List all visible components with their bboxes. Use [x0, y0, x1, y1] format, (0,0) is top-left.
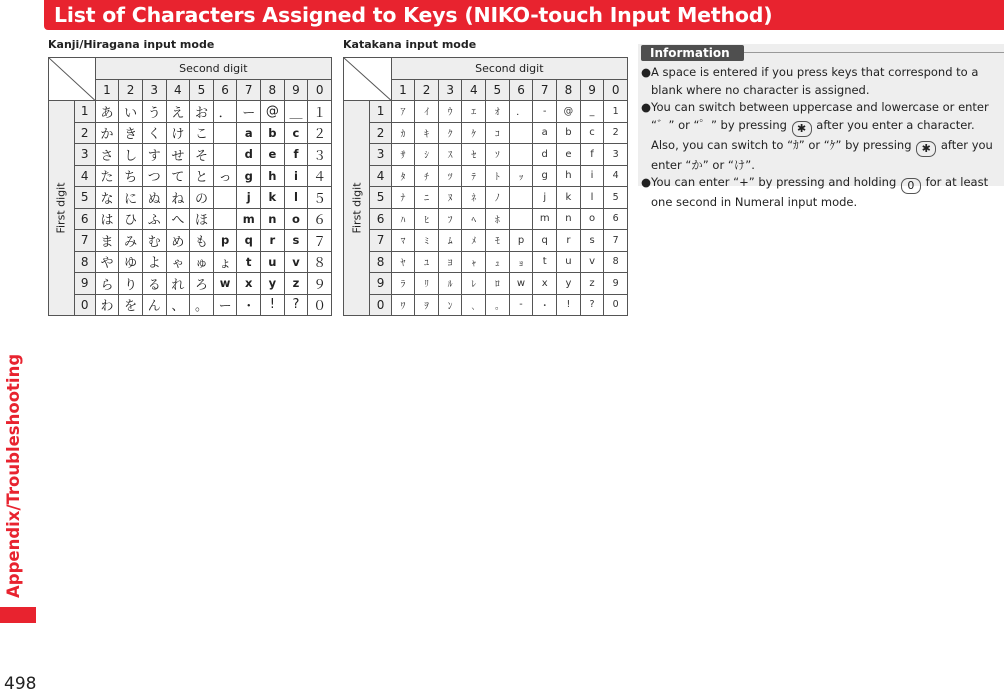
bullet-icon: ● — [641, 100, 652, 114]
table-cell: l — [580, 187, 604, 209]
table-cell: か — [95, 122, 119, 144]
table-cell — [509, 187, 533, 209]
table-cell — [213, 208, 237, 230]
table-cell: ５ — [308, 187, 332, 209]
table-cell: 3 — [604, 144, 628, 166]
column-header: 7 — [237, 79, 261, 101]
table-cell: せ — [166, 144, 190, 166]
table-cell: ﾀ — [391, 165, 415, 187]
table-cell: l — [284, 187, 308, 209]
info-item-text: You can enter “+” by pressing and holding — [651, 175, 897, 189]
table-cell: ﾇ — [438, 187, 462, 209]
table-cell: 5 — [604, 187, 628, 209]
table-cell: ｬ — [462, 251, 486, 273]
table-cell: c — [284, 122, 308, 144]
table-cell: b — [261, 122, 285, 144]
column-header: 8 — [557, 79, 581, 101]
table-cell: の — [190, 187, 214, 209]
table-cell: し — [119, 144, 143, 166]
table-cell: ん — [142, 294, 166, 316]
column-header: 4 — [166, 79, 190, 101]
row-header: 7 — [370, 230, 391, 252]
table-cell: e — [261, 144, 285, 166]
table-cell: る — [142, 273, 166, 295]
table-cell: そ — [190, 144, 214, 166]
table-cell: ﾛ — [486, 273, 510, 295]
table-cell: ﾌ — [438, 208, 462, 230]
bullet-icon: ● — [641, 65, 652, 79]
table-cell: ８ — [308, 251, 332, 273]
table-cell: f — [284, 144, 308, 166]
row-header: 9 — [370, 273, 391, 295]
table-cell: ? — [284, 294, 308, 316]
table-row — [344, 187, 628, 209]
table-cell: ほ — [190, 208, 214, 230]
table-cell — [509, 144, 533, 166]
side-tab-marker — [0, 607, 36, 623]
table-row — [49, 294, 332, 316]
table-cell: t — [237, 251, 261, 273]
column-header: 3 — [142, 79, 166, 101]
table-cell: a — [533, 122, 557, 144]
table-cell: m — [533, 208, 557, 230]
table-row — [49, 122, 332, 144]
column-header: 4 — [462, 79, 486, 101]
first-digit-label: First digit — [350, 182, 364, 234]
table-cell: ぬ — [142, 187, 166, 209]
table-cell: ﾕ — [415, 251, 439, 273]
table-cell: h — [557, 165, 581, 187]
table-cell: も — [190, 230, 214, 252]
table-cell: x — [237, 273, 261, 295]
column-header: 1 — [95, 79, 119, 101]
table-cell: ､ — [462, 294, 486, 316]
table-cell: ｹ — [462, 122, 486, 144]
table-cell: な — [95, 187, 119, 209]
table-cell: ｦ — [415, 294, 439, 316]
column-header: 8 — [261, 79, 285, 101]
table-cell: ｯ — [509, 165, 533, 187]
table-cell: ４ — [308, 165, 332, 187]
table-cell: 4 — [604, 165, 628, 187]
table-cell: ﾙ — [438, 273, 462, 295]
table-cell: 8 — [604, 251, 628, 273]
row-header: 5 — [370, 187, 391, 209]
table-cell: め — [166, 230, 190, 252]
column-header: 7 — [533, 79, 557, 101]
bullet-icon: ● — [641, 175, 652, 189]
column-header: 0 — [308, 79, 332, 101]
table-cell: ね — [166, 187, 190, 209]
table-cell: o — [284, 208, 308, 230]
table-cell: o — [580, 208, 604, 230]
table-cell: ﾃ — [462, 165, 486, 187]
table-cell: b — [557, 122, 581, 144]
table-cell: よ — [142, 251, 166, 273]
table-cell: 6 — [604, 208, 628, 230]
table-row — [344, 122, 628, 144]
table-cell: い — [119, 101, 143, 123]
table-cell: s — [580, 230, 604, 252]
table-cell: d — [533, 144, 557, 166]
table-cell: っ — [213, 165, 237, 187]
table-cell: ゃ — [166, 251, 190, 273]
table-cell: ー — [237, 101, 261, 123]
table-cell: ー — [213, 294, 237, 316]
table-cell: ｿ — [486, 144, 510, 166]
table-cell: む — [142, 230, 166, 252]
table-cell: わ — [95, 294, 119, 316]
table-row — [344, 165, 628, 187]
table-cell: ﾖ — [438, 251, 462, 273]
info-item-text: for at least one second in Numeral input mode. — [651, 175, 989, 209]
table-cell: ﾝ — [438, 294, 462, 316]
table-cell: r — [261, 230, 285, 252]
katakana-mode-title: Katakana input mode — [343, 38, 477, 51]
table-cell: g — [533, 165, 557, 187]
table-cell: z — [284, 273, 308, 295]
table-cell: こ — [190, 122, 214, 144]
table-cell: q — [533, 230, 557, 252]
table-cell: j — [533, 187, 557, 209]
table-cell: @ — [261, 101, 285, 123]
table-cell: c — [580, 122, 604, 144]
table-row — [49, 208, 332, 230]
table-row — [344, 101, 628, 123]
table-cell: ６ — [308, 208, 332, 230]
info-item-text: You can switch between uppercase and lowercase or enter “゛” or “゜” by pressing — [651, 100, 989, 132]
table-cell: k — [261, 187, 285, 209]
table-cell: ｭ — [486, 251, 510, 273]
column-header: 0 — [604, 79, 628, 101]
row-header: 3 — [74, 144, 95, 166]
table-cell: v — [580, 251, 604, 273]
table-cell: d — [237, 144, 261, 166]
table-cell: p — [509, 230, 533, 252]
table-corner — [49, 58, 96, 101]
table-cell: p — [213, 230, 237, 252]
row-header: 2 — [74, 122, 95, 144]
row-header: 8 — [74, 251, 95, 273]
table-cell: z — [580, 273, 604, 295]
table-cell: り — [119, 273, 143, 295]
table-cell: ｻ — [391, 144, 415, 166]
column-header: 2 — [415, 79, 439, 101]
first-digit-label: First digit — [54, 182, 68, 234]
table-cell: ゆ — [119, 251, 143, 273]
table-cell: ｲ — [415, 101, 439, 123]
table-cell: 。 — [190, 294, 214, 316]
table-corner — [344, 58, 392, 101]
table-cell: ﾊ — [391, 208, 415, 230]
column-header: 9 — [284, 79, 308, 101]
hiragana-table — [48, 57, 332, 316]
table-cell: y — [261, 273, 285, 295]
table-cell: て — [166, 165, 190, 187]
table-cell: つ — [142, 165, 166, 187]
table-cell: r — [557, 230, 581, 252]
table-cell: ｺ — [486, 122, 510, 144]
table-cell: ! — [557, 294, 581, 316]
table-cell: お — [190, 101, 214, 123]
table-cell — [509, 122, 533, 144]
table-row — [49, 101, 332, 123]
table-cell: ｴ — [462, 101, 486, 123]
table-cell: ゅ — [190, 251, 214, 273]
table-cell — [213, 144, 237, 166]
table-cell: み — [119, 230, 143, 252]
row-header: 2 — [370, 122, 391, 144]
table-cell: け — [166, 122, 190, 144]
table-cell: ７ — [308, 230, 332, 252]
table-cell: u — [261, 251, 285, 273]
info-item-text: after you enter “か” or “け”. — [651, 137, 993, 172]
table-cell: n — [557, 208, 581, 230]
table-row — [49, 144, 332, 166]
star-key-icon: ✱ — [792, 121, 812, 137]
row-header: 4 — [370, 165, 391, 187]
table-cell: ﾗ — [391, 273, 415, 295]
column-header: 6 — [213, 79, 237, 101]
table-cell: は — [95, 208, 119, 230]
table-cell: ろ — [190, 273, 214, 295]
row-header: 8 — [370, 251, 391, 273]
row-header: 6 — [370, 208, 391, 230]
table-cell: w — [509, 273, 533, 295]
column-header: 5 — [486, 79, 510, 101]
information-list — [641, 64, 1001, 212]
table-cell: た — [95, 165, 119, 187]
table-cell: ふ — [142, 208, 166, 230]
table-cell: ち — [119, 165, 143, 187]
table-cell: x — [533, 273, 557, 295]
table-row — [344, 144, 628, 166]
row-header: 4 — [74, 165, 95, 187]
table-cell: i — [580, 165, 604, 187]
table-cell: へ — [166, 208, 190, 230]
table-cell: や — [95, 251, 119, 273]
table-cell: j — [237, 187, 261, 209]
table-cell: ﾚ — [462, 273, 486, 295]
first-digit-header — [344, 101, 370, 316]
table-cell: ． — [509, 101, 533, 123]
header-bar — [44, 0, 1004, 30]
table-cell: あ — [95, 101, 119, 123]
column-header: 3 — [438, 79, 462, 101]
second-digit-header: Second digit — [95, 58, 331, 80]
table-cell: ﾘ — [415, 273, 439, 295]
info-item — [641, 64, 1001, 99]
first-digit-header — [49, 101, 75, 316]
table-cell: す — [142, 144, 166, 166]
table-cell: ﾋ — [415, 208, 439, 230]
table-cell: 1 — [604, 101, 628, 123]
table-cell: ・ — [237, 294, 261, 316]
hiragana-mode-title: Kanji/Hiragana input mode — [48, 38, 215, 51]
table-cell: ﾎ — [486, 208, 510, 230]
table-cell: ! — [261, 294, 285, 316]
table-cell: に — [119, 187, 143, 209]
table-cell: 9 — [604, 273, 628, 295]
table-cell: - — [509, 294, 533, 316]
table-cell: m — [237, 208, 261, 230]
info-item — [641, 99, 1001, 174]
table-cell: 2 — [604, 122, 628, 144]
row-header: 1 — [370, 101, 391, 123]
table-cell: ２ — [308, 122, 332, 144]
table-cell: ﾂ — [438, 165, 462, 187]
star-key-icon: ✱ — [916, 141, 936, 157]
table-cell: ら — [95, 273, 119, 295]
information-tab — [641, 45, 744, 61]
table-row — [49, 230, 332, 252]
column-header: 6 — [509, 79, 533, 101]
side-tab — [0, 0, 38, 693]
table-cell: ｾ — [462, 144, 486, 166]
table-row — [49, 187, 332, 209]
row-header: 0 — [74, 294, 95, 316]
table-cell — [509, 208, 533, 230]
table-cell: ? — [580, 294, 604, 316]
row-header: 7 — [74, 230, 95, 252]
info-item-text: after you enter a character. Also, you can switch to “ｶ” or “ｹ” by pressing — [651, 117, 975, 152]
table-cell: ３ — [308, 144, 332, 166]
table-cell: ﾍ — [462, 208, 486, 230]
katakana-table — [343, 57, 628, 316]
table-cell: a — [237, 122, 261, 144]
table-cell: ﾜ — [391, 294, 415, 316]
table-cell: ｶ — [391, 122, 415, 144]
table-cell: う — [142, 101, 166, 123]
table-cell: ｡ — [486, 294, 510, 316]
table-cell: f — [580, 144, 604, 166]
column-header: 1 — [391, 79, 415, 101]
row-header: 9 — [74, 273, 95, 295]
table-row — [344, 273, 628, 295]
table-cell: n — [261, 208, 285, 230]
table-row — [344, 230, 628, 252]
table-cell: ﾅ — [391, 187, 415, 209]
table-cell: _ — [580, 101, 604, 123]
info-item-text: A space is entered if you press keys that correspond to a blank where no character is assigned. — [651, 65, 979, 97]
table-row — [49, 251, 332, 273]
table-cell: さ — [95, 144, 119, 166]
table-cell: れ — [166, 273, 190, 295]
table-cell: ﾓ — [486, 230, 510, 252]
table-cell: ． — [213, 101, 237, 123]
column-header: 5 — [190, 79, 214, 101]
table-cell: ﾔ — [391, 251, 415, 273]
row-header: 0 — [370, 294, 391, 316]
table-cell: 0 — [604, 294, 628, 316]
column-header: 9 — [580, 79, 604, 101]
table-cell: ﾄ — [486, 165, 510, 187]
table-cell: ﾁ — [415, 165, 439, 187]
row-header: 5 — [74, 187, 95, 209]
table-row — [344, 294, 628, 316]
row-header: 6 — [74, 208, 95, 230]
table-row — [49, 273, 332, 295]
zero-key-icon: 0 — [901, 178, 921, 194]
table-cell: と — [190, 165, 214, 187]
table-cell: １ — [308, 101, 332, 123]
table-row — [344, 251, 628, 273]
table-cell: ｮ — [509, 251, 533, 273]
table-cell: く — [142, 122, 166, 144]
table-cell: ﾐ — [415, 230, 439, 252]
row-header: 3 — [370, 144, 391, 166]
side-tab-label: Appendix/Troubleshooting — [4, 353, 23, 598]
table-cell: ｸ — [438, 122, 462, 144]
table-cell: ０ — [308, 294, 332, 316]
table-cell: ｳ — [438, 101, 462, 123]
table-cell: s — [284, 230, 308, 252]
table-cell: i — [284, 165, 308, 187]
table-cell: h — [261, 165, 285, 187]
table-cell: ﾈ — [462, 187, 486, 209]
table-cell: ﾉ — [486, 187, 510, 209]
column-header: 2 — [119, 79, 143, 101]
information-divider — [744, 52, 1004, 53]
table-cell: ﾆ — [415, 187, 439, 209]
table-cell: e — [557, 144, 581, 166]
table-cell: ９ — [308, 273, 332, 295]
table-cell — [213, 187, 237, 209]
table-cell: ･ — [533, 294, 557, 316]
table-cell: ひ — [119, 208, 143, 230]
table-cell: ｱ — [391, 101, 415, 123]
table-cell: ょ — [213, 251, 237, 273]
table-cell: ＿ — [284, 101, 308, 123]
table-cell: ｷ — [415, 122, 439, 144]
table-cell: え — [166, 101, 190, 123]
table-cell: k — [557, 187, 581, 209]
table-cell: w — [213, 273, 237, 295]
information-tab-label: Information — [650, 46, 730, 60]
table-row — [49, 165, 332, 187]
table-cell: ﾒ — [462, 230, 486, 252]
table-row — [344, 208, 628, 230]
table-cell: ﾏ — [391, 230, 415, 252]
table-cell: y — [557, 273, 581, 295]
page-number: 498 — [4, 674, 37, 694]
table-cell: を — [119, 294, 143, 316]
table-cell: き — [119, 122, 143, 144]
info-item — [641, 174, 1001, 212]
table-cell: ｵ — [486, 101, 510, 123]
table-cell: q — [237, 230, 261, 252]
table-cell: - — [533, 101, 557, 123]
table-cell: v — [284, 251, 308, 273]
page-title: List of Characters Assigned to Keys (NIKO-touch Input Method) — [54, 3, 773, 27]
table-cell: ﾑ — [438, 230, 462, 252]
table-cell: g — [237, 165, 261, 187]
row-header: 1 — [74, 101, 95, 123]
table-cell: ま — [95, 230, 119, 252]
table-cell: ｼ — [415, 144, 439, 166]
table-cell: 7 — [604, 230, 628, 252]
table-cell: 、 — [166, 294, 190, 316]
table-cell: t — [533, 251, 557, 273]
table-cell: u — [557, 251, 581, 273]
table-cell — [213, 122, 237, 144]
second-digit-header: Second digit — [391, 58, 627, 80]
table-cell: @ — [557, 101, 581, 123]
table-cell: ｽ — [438, 144, 462, 166]
